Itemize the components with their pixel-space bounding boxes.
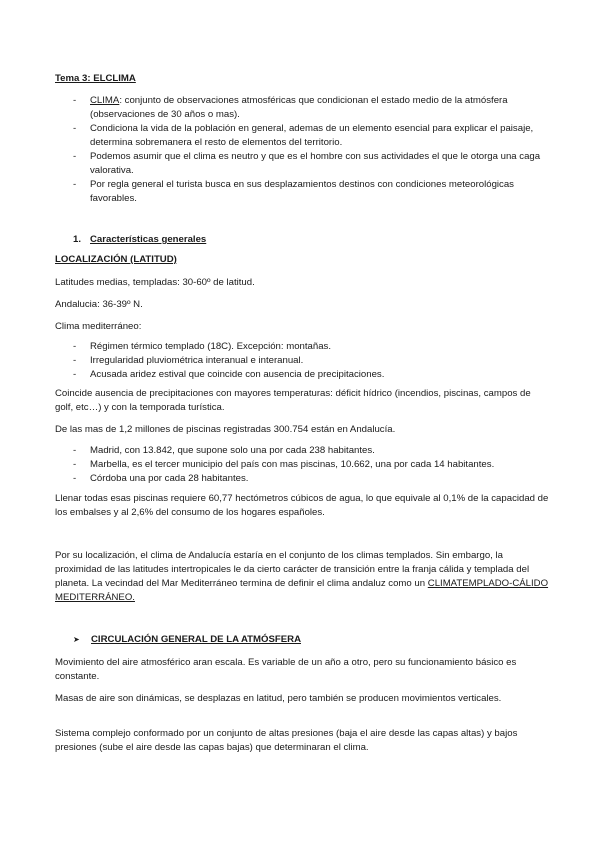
paragraph-llenar: Llenar todas esas piscinas requiere 60,77 hectómetros cúbicos de agua, lo que equivale al 0,1% de la capacidad de los embalses y al 2,6% del consumo de los hogares españoles. (55, 493, 549, 518)
dash-bullet: - (73, 151, 77, 162)
piscinas-list (55, 444, 550, 486)
paragraph-sistema: Sistema complejo conformado por un conjunto de altas presiones (baja el aire desde las capas altas) y bajos presiones (sube el aire desde las capas bajas) que determinaran el clima. (55, 728, 518, 753)
list-item-text: Marbella, es el tercer municipio del país con mas piscinas, 10.662, una por cada 14 habitantes. (90, 459, 495, 470)
dash-bullet: - (73, 369, 77, 380)
paragraph-andalucia: Andalucia: 36-39º N. (55, 299, 143, 310)
list-item (55, 122, 550, 150)
list-item (55, 444, 550, 458)
clima-list (55, 340, 550, 382)
dash-bullet: - (73, 179, 77, 190)
list-item (55, 340, 550, 354)
dash-bullet: - (73, 459, 77, 470)
paragraph-localizacion (55, 549, 550, 605)
intro-list (55, 94, 550, 206)
paragraph-movimiento: Movimiento del aire atmosférico aran escala. Es variable de un año a otro, pero su funcionamiento básico es constante. (55, 657, 517, 682)
subsection-title: LOCALIZACIÓN (LATITUD) (55, 254, 177, 265)
list-item (55, 150, 550, 178)
term-clima: CLIMA (90, 95, 120, 106)
list-item (55, 94, 550, 122)
dash-bullet: - (73, 95, 77, 106)
paragraph-clima: Clima mediterráneo: (55, 321, 142, 332)
dash-bullet: - (73, 445, 77, 456)
dash-bullet: - (73, 355, 77, 366)
dash-bullet: - (73, 341, 77, 352)
list-item-text: Condiciona la vida de la población en general, ademas de un elemento esencial para explicar el paisaje, determina sobremanera el resto de elementos del territorio. (90, 123, 534, 148)
list-item (55, 472, 550, 486)
list-item (55, 368, 550, 382)
list-item-text: Por regla general el turista busca en sus desplazamientos destinos con condiciones meteorológicas favorables. (90, 179, 514, 204)
list-item-text: Madrid, con 13.842, que supone solo una por cada 238 habitantes. (90, 445, 375, 456)
list-item (55, 458, 550, 472)
arrow-bullet-icon: ➤ (73, 635, 80, 644)
section-title: Características generales (90, 234, 207, 245)
section-heading-1 (73, 233, 206, 247)
paragraph-coincide: Coincide ausencia de precipitaciones con mayores temperaturas: déficit hídrico (incendios, piscinas, campos de golf, etc…) y con la temporada turística. (55, 388, 531, 413)
paragraph-text: Por su localización, el clima de Andalucía estaría en el conjunto de los climas templados. Sin embargo, la proximidad de las latitudes intertropicales le da cierto carácter de transición entre la franja cálida y templada del planeta. La vecindad del Mar Mediterráneo termina de definir el clima andaluz como un (55, 550, 530, 589)
list-item-text: : conjunto de observaciones atmosféricas que condicionan el estado medio de la atmósfera (observaciones de 30 años o mas). (90, 95, 508, 120)
paragraph-masas: Masas de aire son dinámicas, se desplazas en latitud, pero también se producen movimientos verticales. (55, 693, 502, 704)
section-heading-2 (73, 633, 301, 647)
list-item (55, 178, 550, 206)
list-item-text: Régimen térmico templado (18C). Excepción: montañas. (90, 341, 332, 352)
dash-bullet: - (73, 473, 77, 484)
clima-templado-term: CLIMATEMPLADO-CÁLIDO MEDITERRÁNEO. (55, 578, 549, 603)
paragraph-latitudes: Latitudes medias, templadas: 30-60º de latitud. (55, 277, 255, 288)
section-number: 1. (73, 234, 82, 245)
list-item (55, 354, 550, 368)
list-item-text: Irregularidad pluviométrica interanual e interanual. (90, 355, 304, 366)
dash-bullet: - (73, 123, 77, 134)
list-item-text: Acusada aridez estival que coincide con ausencia de precipitaciones. (90, 369, 385, 380)
list-item-text: Podemos asumir que el clima es neutro y que es el hombre con sus actividades el que le otorga una caga valorativa. (90, 151, 541, 176)
section-title: CIRCULACIÓN GENERAL DE LA ATMÓSFERA (91, 634, 301, 645)
paragraph-piscinas: De las mas de 1,2 millones de piscinas registradas 300.754 están en Andalucía. (55, 424, 396, 435)
document-title: Tema 3: ELCLIMA (55, 73, 136, 84)
list-item-text: Córdoba una por cada 28 habitantes. (90, 473, 249, 484)
